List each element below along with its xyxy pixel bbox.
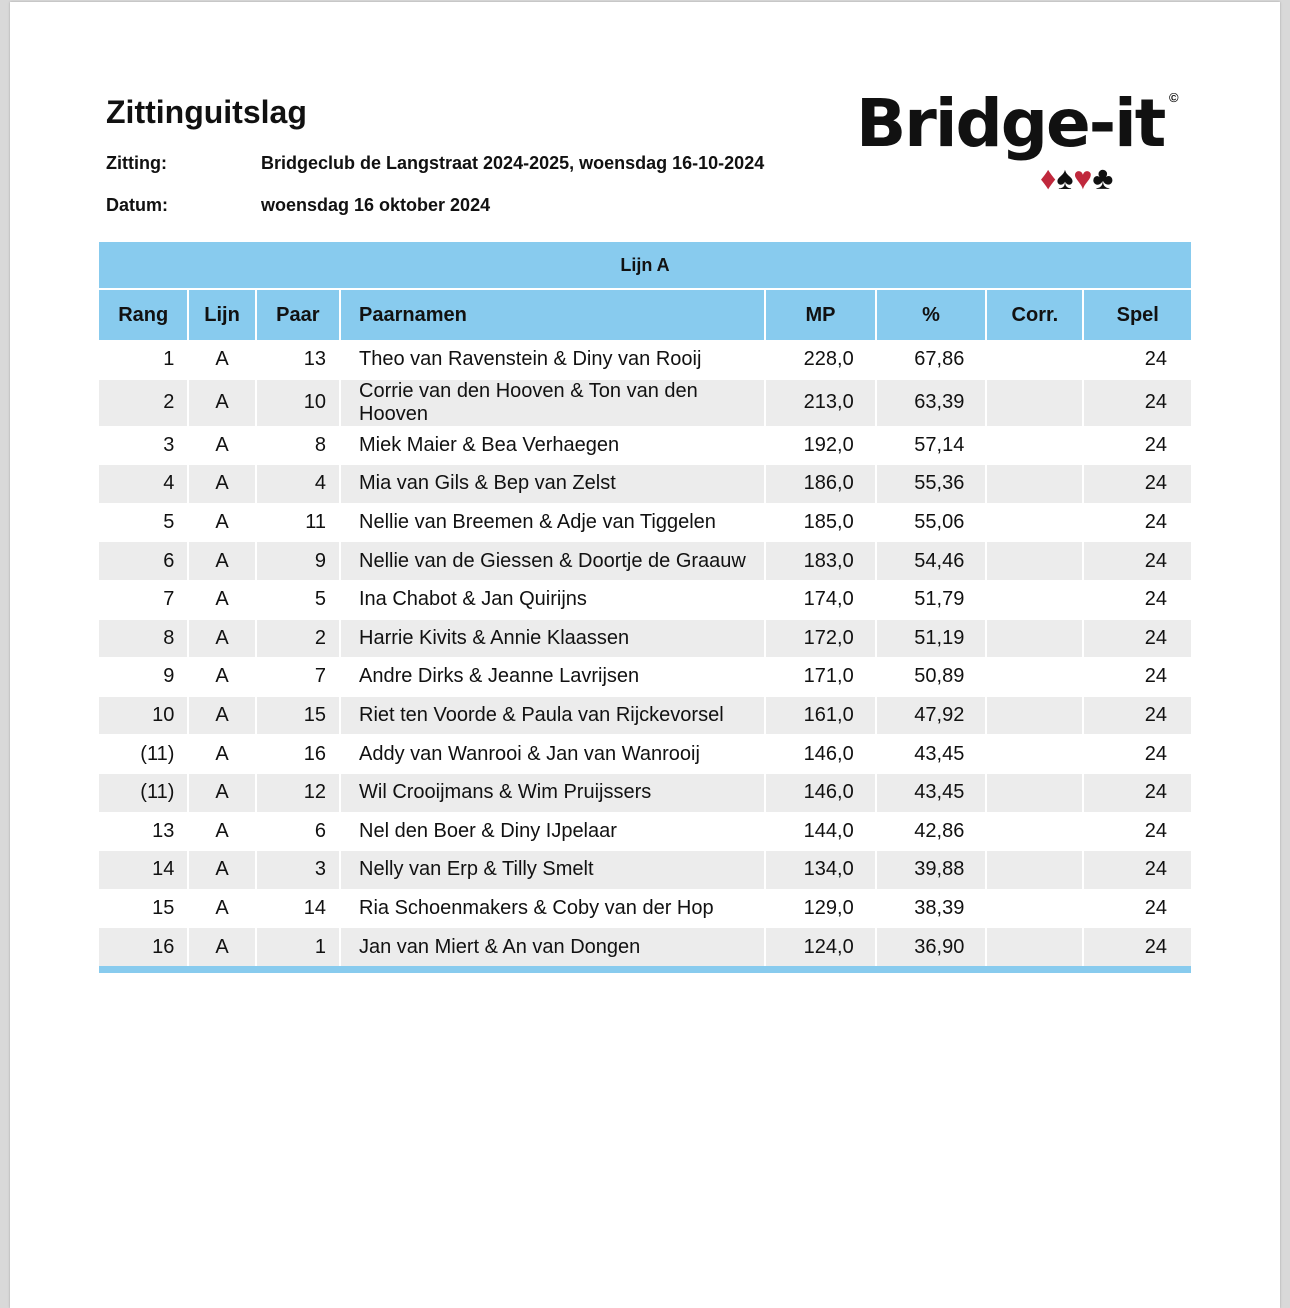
- column-header-rang: Rang: [99, 288, 187, 340]
- cell-spel: 24: [1082, 541, 1191, 580]
- cell-paarnamen: Ina Chabot & Jan Quirijns: [339, 580, 764, 619]
- cell-percentage: 50,89: [875, 657, 986, 696]
- cell-mp: 124,0: [764, 927, 875, 966]
- cell-percentage: 55,36: [875, 464, 986, 503]
- column-header-mp: MP: [764, 288, 875, 340]
- cell-corr: [985, 927, 1082, 966]
- cell-corr: [985, 889, 1082, 928]
- cell-percentage: 38,39: [875, 889, 986, 928]
- cell-percentage: 47,92: [875, 696, 986, 735]
- table-row: [99, 657, 1191, 696]
- line-header-row: [99, 242, 1191, 288]
- table-row: [99, 541, 1191, 580]
- cell-paar: 11: [255, 503, 339, 542]
- table-row: [99, 580, 1191, 619]
- cell-spel: 24: [1082, 812, 1191, 851]
- results-table: [99, 242, 1191, 973]
- logo-text: Bridge-it: [856, 85, 1165, 162]
- cell-percentage: 43,45: [875, 734, 986, 773]
- cell-paar: 13: [255, 340, 339, 379]
- cell-rang: (11): [99, 773, 187, 812]
- cell-mp: 129,0: [764, 889, 875, 928]
- cell-spel: 24: [1082, 464, 1191, 503]
- cell-spel: 24: [1082, 850, 1191, 889]
- cell-mp: 183,0: [764, 541, 875, 580]
- results-body: [99, 340, 1191, 966]
- cell-paarnamen: Nellie van Breemen & Adje van Tiggelen: [339, 503, 764, 542]
- cell-percentage: 51,19: [875, 619, 986, 658]
- table-row: [99, 812, 1191, 851]
- cell-rang: 6: [99, 541, 187, 580]
- cell-spel: 24: [1082, 773, 1191, 812]
- cell-paar: 3: [255, 850, 339, 889]
- cell-mp: 174,0: [764, 580, 875, 619]
- cell-paarnamen: Nellie van de Giessen & Doortje de Graauw: [339, 541, 764, 580]
- cell-corr: [985, 657, 1082, 696]
- cell-percentage: 55,06: [875, 503, 986, 542]
- line-title: Lijn A: [99, 242, 1191, 288]
- cell-paar: 12: [255, 773, 339, 812]
- copyright-mark: ©: [1169, 90, 1179, 105]
- cell-mp: 185,0: [764, 503, 875, 542]
- cell-mp: 171,0: [764, 657, 875, 696]
- cell-percentage: 63,39: [875, 379, 986, 426]
- cell-paar: 14: [255, 889, 339, 928]
- cell-rang: 8: [99, 619, 187, 658]
- cell-rang: 7: [99, 580, 187, 619]
- cell-paarnamen: Andre Dirks & Jeanne Lavrijsen: [339, 657, 764, 696]
- cell-mp: 161,0: [764, 696, 875, 735]
- cell-spel: 24: [1082, 619, 1191, 658]
- cell-paar: 10: [255, 379, 339, 426]
- cell-spel: 24: [1082, 503, 1191, 542]
- table-row: [99, 619, 1191, 658]
- cell-lijn: A: [187, 889, 254, 928]
- column-header-paar: Paar: [255, 288, 339, 340]
- column-header-corr: Corr.: [985, 288, 1082, 340]
- cell-spel: 24: [1082, 426, 1191, 465]
- cell-paarnamen: Riet ten Voorde & Paula van Rijckevorsel: [339, 696, 764, 735]
- cell-percentage: 36,90: [875, 927, 986, 966]
- zitting-value: Bridgeclub de Langstraat 2024-2025, woensdag 16-10-2024: [261, 153, 765, 173]
- table-row: [99, 927, 1191, 966]
- cell-percentage: 43,45: [875, 773, 986, 812]
- heart-icon: ♥: [1073, 160, 1093, 196]
- cell-percentage: 67,86: [875, 340, 986, 379]
- cell-corr: [985, 340, 1082, 379]
- cell-paarnamen: Miek Maier & Bea Verhaegen: [339, 426, 764, 465]
- cell-paar: 9: [255, 541, 339, 580]
- table-row: [99, 773, 1191, 812]
- cell-lijn: A: [187, 580, 254, 619]
- cell-rang: (11): [99, 734, 187, 773]
- cell-rang: 9: [99, 657, 187, 696]
- cell-corr: [985, 619, 1082, 658]
- table-row: [99, 889, 1191, 928]
- cell-corr: [985, 541, 1082, 580]
- cell-paarnamen: Nelly van Erp & Tilly Smelt: [339, 850, 764, 889]
- cell-corr: [985, 850, 1082, 889]
- table-row: [99, 464, 1191, 503]
- cell-spel: 24: [1082, 889, 1191, 928]
- cell-corr: [985, 580, 1082, 619]
- cell-corr: [985, 734, 1082, 773]
- table-row: [99, 696, 1191, 735]
- table-row: [99, 426, 1191, 465]
- zitting-label: Zitting:: [106, 153, 167, 173]
- cell-paarnamen: Harrie Kivits & Annie Klaassen: [339, 619, 764, 658]
- document-page: [10, 2, 1280, 1308]
- cell-rang: 5: [99, 503, 187, 542]
- cell-spel: 24: [1082, 734, 1191, 773]
- cell-corr: [985, 503, 1082, 542]
- cell-lijn: A: [187, 379, 254, 426]
- cell-spel: 24: [1082, 340, 1191, 379]
- cell-mp: 144,0: [764, 812, 875, 851]
- cell-percentage: 51,79: [875, 580, 986, 619]
- cell-percentage: 54,46: [875, 541, 986, 580]
- page-title: Zittinguitslag: [106, 94, 307, 130]
- cell-paar: 1: [255, 927, 339, 966]
- cell-paar: 7: [255, 657, 339, 696]
- column-header-row: [99, 288, 1191, 340]
- cell-lijn: A: [187, 541, 254, 580]
- cell-spel: 24: [1082, 927, 1191, 966]
- cell-percentage: 39,88: [875, 850, 986, 889]
- cell-rang: 13: [99, 812, 187, 851]
- cell-paarnamen: Theo van Ravenstein & Diny van Rooij: [339, 340, 764, 379]
- column-header-spel: Spel: [1082, 288, 1191, 340]
- cell-lijn: A: [187, 734, 254, 773]
- cell-lijn: A: [187, 426, 254, 465]
- cell-mp: 192,0: [764, 426, 875, 465]
- datum-value: woensdag 16 oktober 2024: [261, 195, 491, 215]
- cell-paar: 5: [255, 580, 339, 619]
- cell-mp: 134,0: [764, 850, 875, 889]
- cell-mp: 172,0: [764, 619, 875, 658]
- cell-rang: 15: [99, 889, 187, 928]
- cell-paar: 8: [255, 426, 339, 465]
- cell-rang: 1: [99, 340, 187, 379]
- cell-percentage: 57,14: [875, 426, 986, 465]
- column-header-lijn: Lijn: [187, 288, 254, 340]
- cell-rang: 14: [99, 850, 187, 889]
- cell-paar: 2: [255, 619, 339, 658]
- table-row: [99, 379, 1191, 426]
- spade-icon: ♠: [1056, 160, 1074, 196]
- club-icon: ♣: [1092, 160, 1114, 196]
- cell-spel: 24: [1082, 696, 1191, 735]
- column-header-percentage: %: [875, 288, 986, 340]
- cell-lijn: A: [187, 503, 254, 542]
- cell-paarnamen: Addy van Wanrooi & Jan van Wanrooij: [339, 734, 764, 773]
- cell-paar: 15: [255, 696, 339, 735]
- cell-rang: 10: [99, 696, 187, 735]
- cell-paarnamen: Nel den Boer & Diny IJpelaar: [339, 812, 764, 851]
- cell-lijn: A: [187, 696, 254, 735]
- cell-mp: 228,0: [764, 340, 875, 379]
- table-row: [99, 734, 1191, 773]
- cell-mp: 146,0: [764, 773, 875, 812]
- cell-mp: 186,0: [764, 464, 875, 503]
- cell-rang: 16: [99, 927, 187, 966]
- bridge-it-logo: [856, 85, 1186, 198]
- table-row: [99, 503, 1191, 542]
- diamond-icon: ♦: [1040, 160, 1057, 196]
- cell-corr: [985, 379, 1082, 426]
- cell-spel: 24: [1082, 657, 1191, 696]
- cell-paar: 16: [255, 734, 339, 773]
- cell-mp: 213,0: [764, 379, 875, 426]
- cell-rang: 2: [99, 379, 187, 426]
- card-suits: [1040, 160, 1113, 196]
- cell-corr: [985, 426, 1082, 465]
- table-row: [99, 850, 1191, 889]
- cell-corr: [985, 464, 1082, 503]
- cell-paarnamen: Corrie van den Hooven & Ton van den Hooven: [339, 379, 764, 426]
- cell-paarnamen: Wil Crooijmans & Wim Pruijssers: [339, 773, 764, 812]
- cell-paar: 6: [255, 812, 339, 851]
- column-header-paarnamen: Paarnamen: [339, 288, 764, 340]
- cell-lijn: A: [187, 464, 254, 503]
- cell-lijn: A: [187, 850, 254, 889]
- cell-rang: 4: [99, 464, 187, 503]
- cell-lijn: A: [187, 340, 254, 379]
- cell-corr: [985, 773, 1082, 812]
- cell-spel: 24: [1082, 379, 1191, 426]
- cell-rang: 3: [99, 426, 187, 465]
- cell-corr: [985, 696, 1082, 735]
- cell-corr: [985, 812, 1082, 851]
- cell-lijn: A: [187, 927, 254, 966]
- cell-lijn: A: [187, 812, 254, 851]
- cell-lijn: A: [187, 619, 254, 658]
- cell-paarnamen: Ria Schoenmakers & Coby van der Hop: [339, 889, 764, 928]
- cell-paarnamen: Mia van Gils & Bep van Zelst: [339, 464, 764, 503]
- cell-lijn: A: [187, 657, 254, 696]
- cell-percentage: 42,86: [875, 812, 986, 851]
- cell-lijn: A: [187, 773, 254, 812]
- cell-mp: 146,0: [764, 734, 875, 773]
- cell-paar: 4: [255, 464, 339, 503]
- datum-label: Datum:: [106, 195, 168, 215]
- table-row: [99, 340, 1191, 379]
- cell-spel: 24: [1082, 580, 1191, 619]
- cell-paarnamen: Jan van Miert & An van Dongen: [339, 927, 764, 966]
